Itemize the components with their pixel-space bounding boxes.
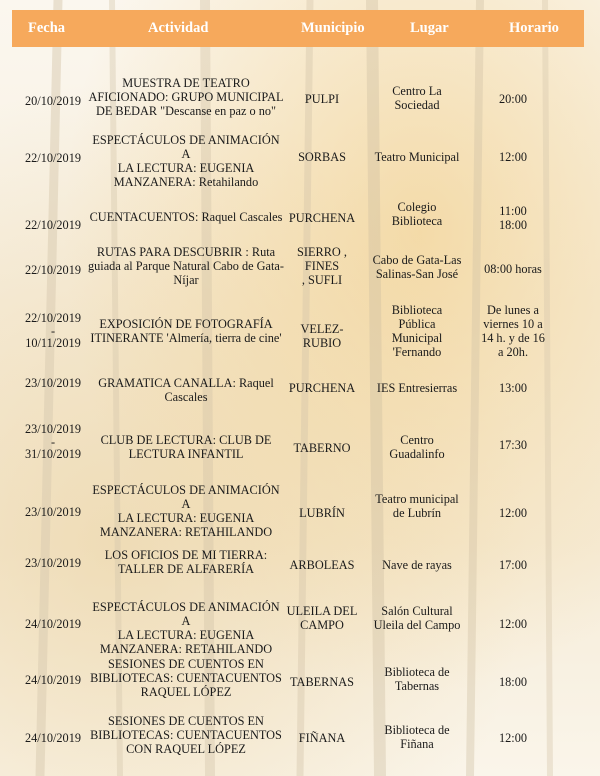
cell-line: 17:30: [498, 438, 527, 452]
cell-line: BIBLIOTECAS: CUENTACUENTOS: [90, 728, 282, 742]
cell-fecha: [12, 151, 94, 165]
cell-line: CLUB DE LECTURA: CLUB DE: [100, 433, 272, 447]
cell-line: ESPECTÁCULOS DE ANIMACIÓN A: [92, 483, 280, 511]
cell-line: Guadalinfo: [389, 447, 445, 461]
cell-line: 11:00: [499, 204, 527, 218]
cell-municipio: [282, 441, 362, 455]
cell-line: de Lubrín: [392, 506, 442, 520]
cell-line: Níjar: [173, 273, 199, 287]
cell-horario: [466, 506, 560, 520]
cell-line: BIBLIOTECAS: CUENTACUENTOS: [90, 671, 282, 685]
cell-line: Centro La: [392, 84, 442, 98]
cell-line: 14 h. y de 16: [481, 331, 545, 345]
cell-line: LA LECTURA: EUGENIA: [117, 161, 255, 175]
cell-line: 17:00: [498, 558, 527, 572]
cell-line: MANZANERA: RETAHILANDO: [99, 525, 273, 539]
cell-municipio: [282, 675, 362, 689]
cell-line: Uleila del Campo: [373, 618, 461, 632]
cell-line: 10/11/2019: [25, 336, 81, 350]
header-municipio: Municipio: [301, 20, 365, 36]
cell-line: LA LECTURA: EUGENIA: [117, 628, 255, 642]
cell-line: 24/10/2019: [24, 731, 82, 745]
cell-actividad: [88, 600, 284, 656]
cell-line: Pública: [398, 317, 436, 331]
cell-line: SESIONES DE CUENTOS EN: [108, 714, 264, 728]
cell-line: TABERNO: [293, 441, 351, 455]
cell-lugar: [372, 558, 462, 572]
cell-fecha: [12, 376, 94, 390]
cell-actividad: [88, 210, 284, 224]
cell-line: 13:00: [498, 381, 527, 395]
cell-lugar: [372, 492, 462, 520]
cell-line: 12:00: [498, 731, 527, 745]
cell-line: SIERRO , FINES: [297, 245, 347, 273]
cell-line: RAQUEL LÓPEZ: [140, 685, 232, 699]
cell-line: Fiñana: [400, 737, 434, 751]
cell-actividad: [88, 657, 284, 699]
cell-line: AFICIONADO: GRUPO MUNICIPAL: [88, 90, 284, 104]
cell-line: Cabo de Gata-Las: [372, 253, 462, 267]
header-lugar: Lugar: [410, 20, 449, 36]
cell-horario: [466, 438, 560, 452]
cell-fecha: [12, 556, 94, 570]
cell-horario: [466, 617, 560, 631]
cell-fecha: [12, 731, 94, 745]
cell-line: Colegio: [397, 200, 437, 214]
cell-line: 31/10/2019: [24, 447, 82, 461]
cell-horario: [466, 92, 560, 106]
cell-line: LUBRÍN: [299, 506, 345, 520]
cell-line: viernes 10 a: [483, 317, 543, 331]
cell-line: 22/10/2019: [24, 311, 82, 325]
cell-lugar: [372, 723, 462, 751]
cell-line: IES Entresierras: [376, 381, 458, 395]
cell-line: ULEILA DEL: [286, 604, 358, 618]
cell-actividad: [88, 376, 284, 404]
cell-line: Tabernas: [394, 679, 440, 693]
cell-line: 23/10/2019: [24, 556, 82, 570]
cell-fecha: [12, 617, 94, 631]
cell-line: 'Fernando: [392, 345, 442, 359]
cell-line: LOS OFICIOS DE MI TIERRA:: [104, 548, 268, 562]
cell-fecha: [12, 218, 94, 232]
cell-actividad: [88, 76, 284, 118]
cell-line: 23/10/2019: [24, 505, 82, 519]
cell-line: 18:00: [498, 218, 527, 232]
cell-municipio: [282, 92, 362, 106]
cell-horario: [466, 558, 560, 572]
cell-line: Biblioteca de: [384, 665, 450, 679]
cell-actividad: [88, 548, 284, 576]
cell-lugar: [372, 604, 462, 632]
cell-lugar: [372, 253, 462, 281]
cell-line: 22/10/2019: [24, 151, 82, 165]
cell-actividad: [88, 714, 284, 756]
cell-line: , SUFLI: [301, 273, 343, 287]
cell-fecha: [12, 673, 94, 687]
cell-line: 24/10/2019: [24, 617, 82, 631]
cell-line: Cascales: [164, 390, 208, 404]
cell-line: CUENTACUENTOS: Raquel Cascales: [89, 210, 283, 224]
cell-line: guiada al Parque Natural Cabo de Gata-: [88, 259, 284, 273]
cell-horario: [466, 381, 560, 395]
cell-line: ARBOLEAS: [289, 558, 355, 572]
cell-actividad: [88, 433, 284, 461]
cell-municipio: [282, 150, 362, 164]
cell-line: PURCHENA: [288, 211, 356, 225]
cell-municipio: [282, 381, 362, 395]
cell-horario: [466, 204, 560, 232]
cell-line: De lunes a: [487, 303, 539, 317]
cell-lugar: [372, 150, 462, 164]
cell-municipio: [282, 245, 362, 287]
cell-line: PURCHENA: [288, 381, 356, 395]
cell-line: PULPI: [304, 92, 340, 106]
cell-fecha: [12, 94, 94, 108]
cell-line: 24/10/2019: [24, 673, 82, 687]
cell-lugar: [372, 200, 462, 228]
cell-line: Municipal: [391, 331, 443, 345]
cell-municipio: [282, 604, 362, 632]
cell-line: EXPOSICIÓN DE FOTOGRAFÍA: [99, 317, 273, 331]
cell-line: 12:00: [498, 617, 527, 631]
cell-horario: [466, 262, 560, 276]
cell-line: 12:00: [498, 150, 527, 164]
cell-municipio: [282, 211, 362, 225]
cell-line: Salón Cultural: [381, 604, 453, 618]
cell-line: Teatro municipal: [375, 492, 459, 506]
cell-horario: [466, 303, 560, 359]
cell-line: -: [50, 434, 56, 449]
cell-lugar: [372, 303, 462, 359]
cell-line: 12:00: [498, 506, 527, 520]
cell-lugar: [372, 84, 462, 112]
cell-actividad: [88, 317, 284, 345]
header-actividad: Actividad: [148, 20, 209, 36]
cell-line: LECTURA INFANTIL: [128, 447, 244, 461]
cell-line: FIÑANA: [298, 731, 346, 745]
cell-actividad: [88, 483, 284, 539]
cell-fecha: [12, 312, 94, 350]
cell-line: MUESTRA DE TEATRO: [122, 76, 250, 90]
cell-line: LA LECTURA: EUGENIA: [117, 511, 255, 525]
cell-line: MANZANERA: RETAHILANDO: [99, 642, 273, 656]
cell-line: Nave de rayas: [382, 558, 452, 572]
cell-actividad: [88, 245, 284, 287]
cell-line: SESIONES DE CUENTOS EN: [108, 657, 264, 671]
cell-line: 22/10/2019: [24, 263, 82, 277]
cell-line: ITINERANTE 'Almería, tierra de cine': [90, 331, 282, 345]
cell-line: TABERNAS: [290, 675, 354, 689]
cell-line: 18:00: [498, 675, 527, 689]
cell-fecha: [12, 423, 94, 461]
cell-municipio: [282, 506, 362, 520]
cell-line: Salinas-San José: [375, 267, 459, 281]
cell-line: Teatro Municipal: [374, 150, 460, 164]
cell-lugar: [372, 381, 462, 395]
cell-line: Biblioteca: [391, 303, 443, 317]
cell-fecha: [12, 505, 94, 519]
cell-line: MANZANERA: Retahilando: [113, 175, 259, 189]
header-horario: Horario: [509, 20, 559, 36]
cell-line: Centro: [400, 433, 434, 447]
cell-horario: [466, 731, 560, 745]
cell-line: 08:00 horas: [484, 262, 542, 276]
cell-line: 22/10/2019: [24, 218, 82, 232]
cell-horario: [466, 675, 560, 689]
cell-line: a 20h.: [497, 345, 529, 359]
cell-horario: [466, 150, 560, 164]
cell-line: RUTAS PARA DESCUBRIR : Ruta: [96, 245, 276, 259]
header-fecha: Fecha: [28, 20, 66, 36]
cell-line: ESPECTÁCULOS DE ANIMACIÓN A: [92, 133, 280, 161]
cell-municipio: [282, 558, 362, 572]
table-header: [12, 10, 584, 47]
cell-line: SORBAS: [298, 150, 346, 164]
cell-fecha: [12, 263, 94, 277]
cell-line: DE BEDAR "Descanse en paz o no": [95, 104, 277, 118]
cell-municipio: [282, 322, 362, 350]
cell-lugar: [372, 665, 462, 693]
cell-line: TALLER DE ALFARERÍA: [117, 562, 255, 576]
cell-line: Biblioteca: [391, 214, 443, 228]
cell-line: 23/10/2019: [24, 376, 82, 390]
cell-line: 20/10/2019: [24, 94, 82, 108]
cell-line: GRAMATICA CANALLA: Raquel: [98, 376, 274, 390]
cell-municipio: [282, 731, 362, 745]
cell-line: ESPECTÁCULOS DE ANIMACIÓN A: [92, 600, 280, 628]
cell-line: -: [50, 323, 56, 338]
cell-actividad: [88, 133, 284, 189]
cell-line: Biblioteca de: [384, 723, 450, 737]
cell-line: Sociedad: [394, 98, 440, 112]
cell-line: CAMPO: [300, 618, 344, 632]
cell-line: VELEZ-RUBIO: [300, 322, 344, 350]
cell-lugar: [372, 433, 462, 461]
cell-line: 20:00: [498, 92, 527, 106]
cell-line: CON RAQUEL LÓPEZ: [126, 742, 246, 756]
cell-line: 23/10/2019: [24, 422, 82, 436]
